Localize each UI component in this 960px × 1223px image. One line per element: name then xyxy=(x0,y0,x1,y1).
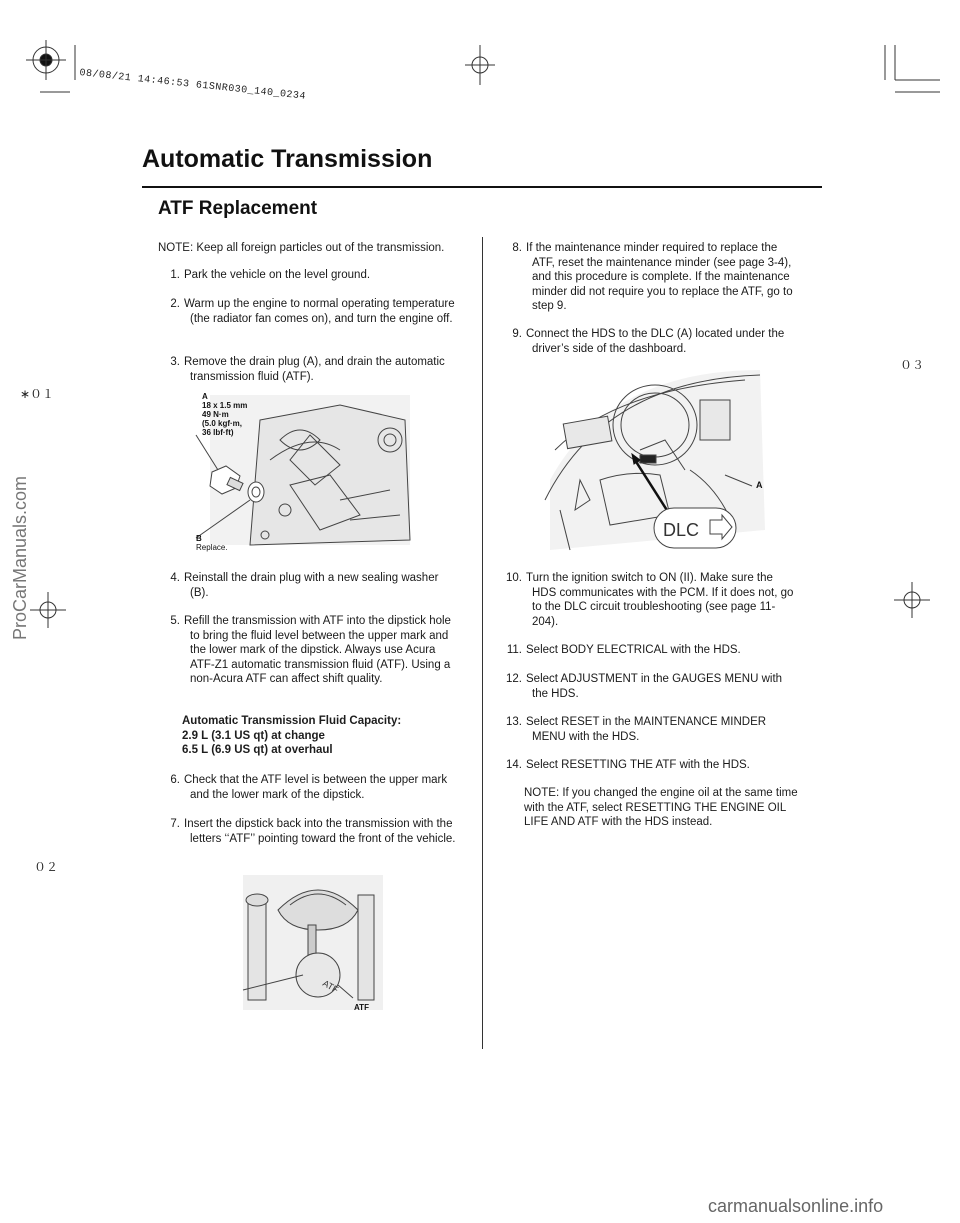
step-text: Reinstall the drain plug with a new sealing washer (B). xyxy=(184,572,439,599)
step-text: Select RESET in the MAINTENANCE MINDER MENU with the HDS. xyxy=(526,716,767,743)
step-14 xyxy=(500,758,800,773)
step-number: 3. xyxy=(170,356,180,368)
step-text: Connect the HDS to the DLC (A) located under the driver’s side of the dashboard. xyxy=(526,328,785,355)
step-number: 7. xyxy=(170,818,180,830)
final-note: NOTE: If you changed the engine oil at the same time with the ATF, select RESETTING THE ENGINE OIL LIFE AND ATF with the HDS instead. xyxy=(524,787,798,828)
step-number: 10. xyxy=(506,572,522,584)
step-number: 6. xyxy=(170,774,180,786)
capacity-heading: Automatic Transmission Fluid Capacity: xyxy=(182,715,402,727)
margin-mark-left-lower: ０２ xyxy=(34,860,59,874)
dlc-location-figure xyxy=(540,360,770,555)
step-10 xyxy=(500,571,800,629)
step-8 xyxy=(500,241,800,314)
step-9 xyxy=(500,327,800,356)
step-5 xyxy=(158,614,458,687)
step-text: Warm up the engine to normal operating temperature (the radiator fan comes on), and turn the engine off. xyxy=(184,298,455,325)
step-text: Turn the ignition switch to ON (II). Make sure the HDS communicates with the PCM. If it does not, go to the DLC circuit troubleshooting (see page 11-204). xyxy=(526,572,794,628)
column-divider xyxy=(482,237,483,1049)
callout-line: 36 lbf·ft) xyxy=(202,428,234,437)
dipstick-figure xyxy=(238,870,388,1015)
note-text: NOTE: Keep all foreign particles out of the transmission. xyxy=(158,242,445,254)
callout-text: Replace. xyxy=(196,543,228,552)
step-2 xyxy=(158,297,458,326)
callout-a-torque xyxy=(202,392,247,437)
callout-line: 18 x 1.5 mm xyxy=(202,401,248,410)
step-number: 11. xyxy=(506,644,522,656)
page-title: Automatic Transmission xyxy=(142,145,433,173)
title-rule xyxy=(142,186,822,188)
margin-mark-left-upper: ∗０１ xyxy=(20,387,55,401)
step-number: 14. xyxy=(506,759,522,771)
step-7 xyxy=(158,817,458,846)
print-stamp: 08/08/21 14:46:53 61SNR030_140_0234 xyxy=(78,68,307,103)
step-text: Check that the ATF level is between the upper mark and the lower mark of the dipstick. xyxy=(184,774,448,801)
margin-mark-right-upper: ０３ xyxy=(900,358,925,372)
callout-letter: A xyxy=(202,392,208,401)
step-11 xyxy=(500,643,800,658)
step-13 xyxy=(500,715,800,744)
step-text: Park the vehicle on the level ground. xyxy=(184,269,371,281)
bottom-watermark: carmanualsonline.info xyxy=(708,1196,884,1216)
capacity-change: 2.9 L (3.1 US qt) at change xyxy=(182,729,325,742)
side-watermark: ProCarManuals.com xyxy=(10,475,30,640)
callout-b-washer xyxy=(196,534,228,552)
dipstick-label: ATF xyxy=(354,1003,369,1012)
step-text: Insert the dipstick back into the transmission with the letters ‘‘ATF’’ pointing toward the front of the vehicle. xyxy=(184,818,456,845)
step-number: 8. xyxy=(512,242,522,254)
dlc-label: DLC xyxy=(663,520,700,540)
callout-dlc-a: A xyxy=(756,480,763,490)
step-3 xyxy=(158,355,458,384)
step-text: If the maintenance minder required to replace the ATF, reset the maintenance minder (see page 3-4), and this procedure is complete. If the maintenance minder did not require you to replace the ATF, go to step 9. xyxy=(526,242,793,312)
callout-letter: B xyxy=(196,534,202,543)
capacity-overhaul: 6.5 L (6.9 US qt) at overhaul xyxy=(182,744,333,756)
step-text: Select RESETTING THE ATF with the HDS. xyxy=(526,759,750,771)
step-number: 12. xyxy=(506,673,522,685)
fluid-capacity xyxy=(182,714,482,758)
step-12 xyxy=(500,672,800,701)
section-title: ATF Replacement xyxy=(158,198,318,219)
step-number: 1. xyxy=(170,269,180,281)
step-number: 4. xyxy=(170,572,180,584)
dipstick-stick-text: ATF xyxy=(321,978,341,995)
callout-line: (5.0 kgf·m, xyxy=(202,419,243,428)
step-1 xyxy=(158,268,458,283)
step-4 xyxy=(158,571,458,600)
step-number: 13. xyxy=(506,716,522,728)
step-number: 5. xyxy=(170,615,180,627)
step-number: 2. xyxy=(170,298,180,310)
step-number: 9. xyxy=(512,328,522,340)
step-text: Refill the transmission with ATF into the dipstick hole to bring the fluid level between the upper mark and the lower mark of the dipstick. Always use Acura ATF-Z1 automatic transmission fluid (ATF). Using a non-Acura ATF can affect shift quality. xyxy=(184,615,451,685)
step-text: Select ADJUSTMENT in the GAUGES MENU with the HDS. xyxy=(526,673,783,700)
step-6 xyxy=(158,773,458,802)
callout-line: 49 N·m xyxy=(202,410,229,419)
step-text: Remove the drain plug (A), and drain the automatic transmission fluid (ATF). xyxy=(184,356,445,383)
step-text: Select BODY ELECTRICAL with the HDS. xyxy=(526,644,741,656)
